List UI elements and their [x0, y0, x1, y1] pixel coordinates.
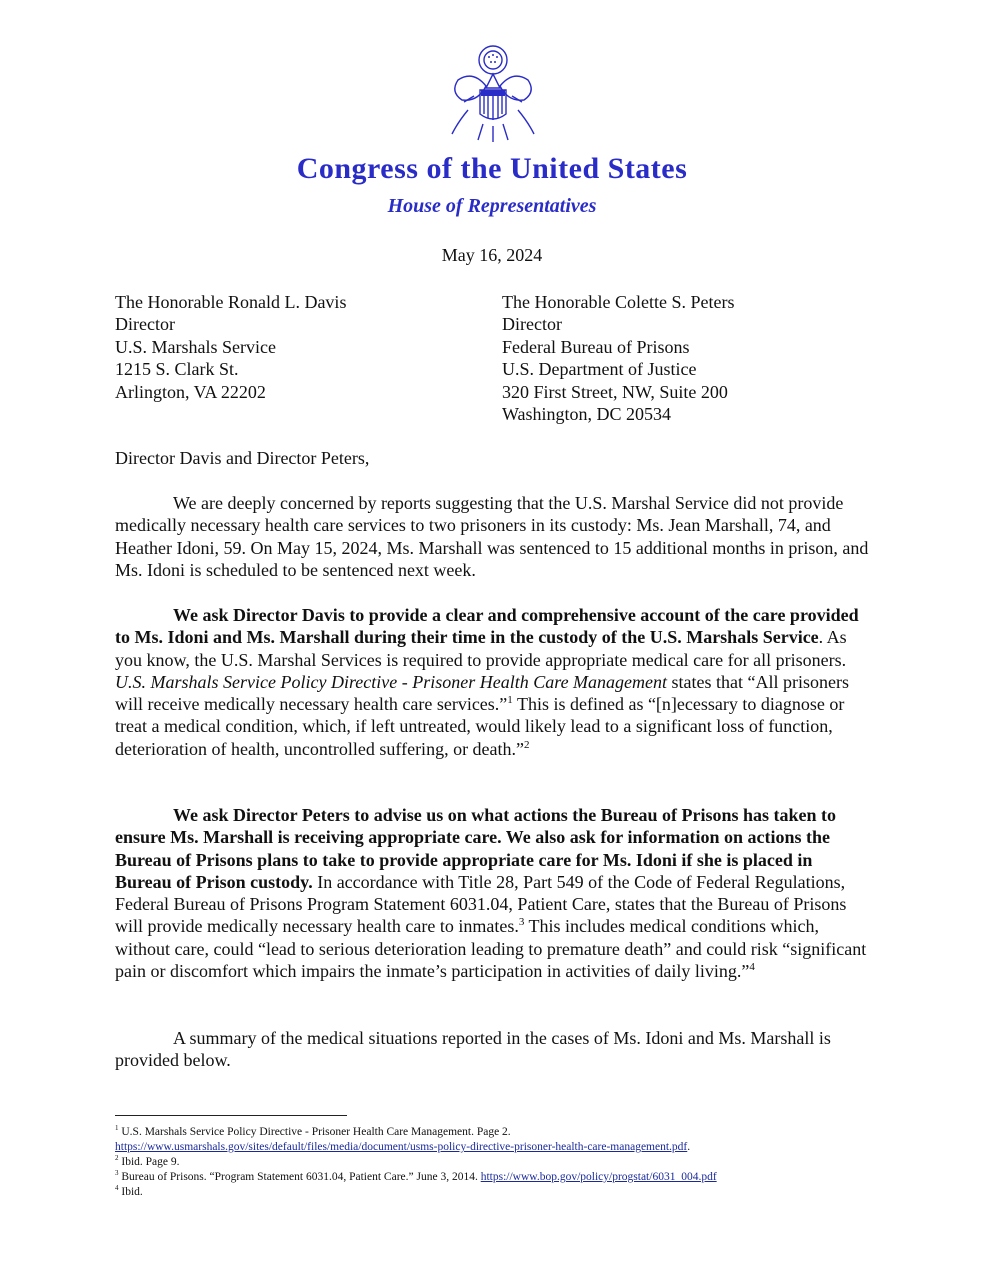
footnote-divider [115, 1115, 347, 1116]
footnote-4-text: Ibid. [118, 1186, 143, 1198]
recipient-name: The Honorable Colette S. Peters [502, 292, 735, 312]
footnote-ref-2[interactable]: 2 [524, 738, 530, 751]
footnote-ref-4[interactable]: 4 [749, 961, 755, 974]
letterhead-subtitle: House of Representatives [387, 195, 597, 217]
recipient-city: Washington, DC 20534 [502, 404, 672, 425]
recipient-title: Director [115, 314, 175, 335]
paragraph-3-bold: We ask Director Peters to advise us on what actions the Bureau of Prisons has taken to ensure Ms. Marshall is receiving appropriate care. We also ask for information on actions the Bureau of Prisons plans to take to provide appropriate care for Ms. Idoni if she is placed in Bureau of Prison custody. [115, 805, 836, 892]
paragraph-4: A summary of the medical situations reported in the cases of Ms. Idoni and Ms. Marshall is provided below. [115, 1028, 831, 1071]
footnote-number: 1 [115, 1124, 119, 1133]
paragraph-2-text-a: . As you know, the U.S. Marshal Services is required to provide appropriate medical care for all prisoners. [115, 627, 847, 670]
paragraph-3-text-a: In accordance with Title 28, Part 549 of the Code of Federal Regulations, Federal Bureau of Prisons Program Statement 6031.04, Patient Care, states that the Bureau of Prisons will provide medically necessary health care to inmates. [115, 871, 847, 937]
recipient-address-left [115, 291, 346, 403]
recipient-street: 1215 S. Clark St. [115, 359, 239, 380]
footnote-3-text: Bureau of Prisons. “Program Statement 6031.04, Patient Care.” June 3, 2014. [118, 1171, 481, 1183]
paragraph-2 [115, 604, 872, 760]
recipient-street: 320 First Street, NW, Suite 200 [502, 381, 728, 402]
policy-directive-title: U.S. Marshals Service Policy Directive - Prisoner Health Care Management [115, 671, 668, 692]
paragraph-2-bold: We ask Director Davis to provide a clear and comprehensive account of the care provided to Ms. Idoni and Ms. Marshall during their time in the custody of the U.S. Marshals Service [115, 605, 859, 648]
salutation: Director Davis and Director Peters, [115, 448, 370, 468]
footnote-ref-3[interactable]: 3 [518, 916, 525, 929]
recipient-city: Arlington, VA 22202 [115, 381, 266, 402]
letterhead-title: Congress of the United States [296, 152, 688, 185]
paragraph-1: We are deeply concerned by reports suggesting that the U.S. Marshal Service did not provide medically necessary health care services to two prisoners in its custody: Ms. Jean Marshall, 74, and Heather Idoni, 59. On May 15, 2024, Ms. Marshall was sentenced to 15 additional months in prison, and Ms. Idoni is scheduled to be sentenced next week. [115, 493, 869, 580]
recipient-address-right [502, 291, 734, 425]
recipient-title: Director [502, 314, 562, 335]
footnote-4 [115, 1185, 895, 1200]
footnote-2 [115, 1155, 895, 1170]
footnote-ref-1[interactable]: 1 [507, 694, 513, 707]
paragraph-2-text-b: states that “All prisoners will receive medically necessary health care services.” [115, 671, 850, 715]
recipient-agency: U.S. Marshals Service [115, 336, 276, 357]
recipient-name: The Honorable Ronald L. Davis [115, 292, 347, 312]
footnote-1 [115, 1125, 895, 1140]
footnote-2-text: Ibid. Page 9. [118, 1156, 180, 1168]
paragraph-3-text-b: This includes medical conditions which, without care, could “lead to serious deterioration leading to premature death” and could risk “significant pain or discomfort which impairs the inmate’s participation in activities of daily living.” [115, 916, 867, 982]
footnote-number: 2 [115, 1154, 119, 1163]
recipient-agency: Federal Bureau of Prisons [502, 336, 690, 357]
footnote-1-link[interactable]: https://www.usmarshals.gov/sites/default/files/media/document/usms-policy-directive-prisoner-health-care-management.pdf [115, 1141, 688, 1153]
great-seal-icon [438, 40, 548, 150]
footnote-1-text: U.S. Marshals Service Policy Directive - Prisoner Health Care Management. Page 2. [118, 1126, 511, 1138]
footnote-1-period: . [687, 1141, 691, 1153]
footnote-1-link-line [115, 1140, 895, 1155]
recipient-department: U.S. Department of Justice [502, 359, 697, 380]
footnote-number: 3 [115, 1169, 119, 1178]
footnote-number: 4 [115, 1184, 119, 1193]
footnote-3-link[interactable]: https://www.bop.gov/policy/progstat/6031_004.pdf [480, 1171, 717, 1183]
footnotes [115, 1125, 895, 1200]
footnote-3 [115, 1170, 895, 1185]
paragraph-3 [115, 804, 872, 982]
paragraph-2-text-c: This is defined as “[n]ecessary to diagnose or treat a medical condition, which, if left untreated, would likely lead to a significant loss of function, deterioration of health, uncontrolled suffering, or death.” [115, 694, 845, 759]
letter-date: May 16, 2024 [441, 245, 543, 265]
